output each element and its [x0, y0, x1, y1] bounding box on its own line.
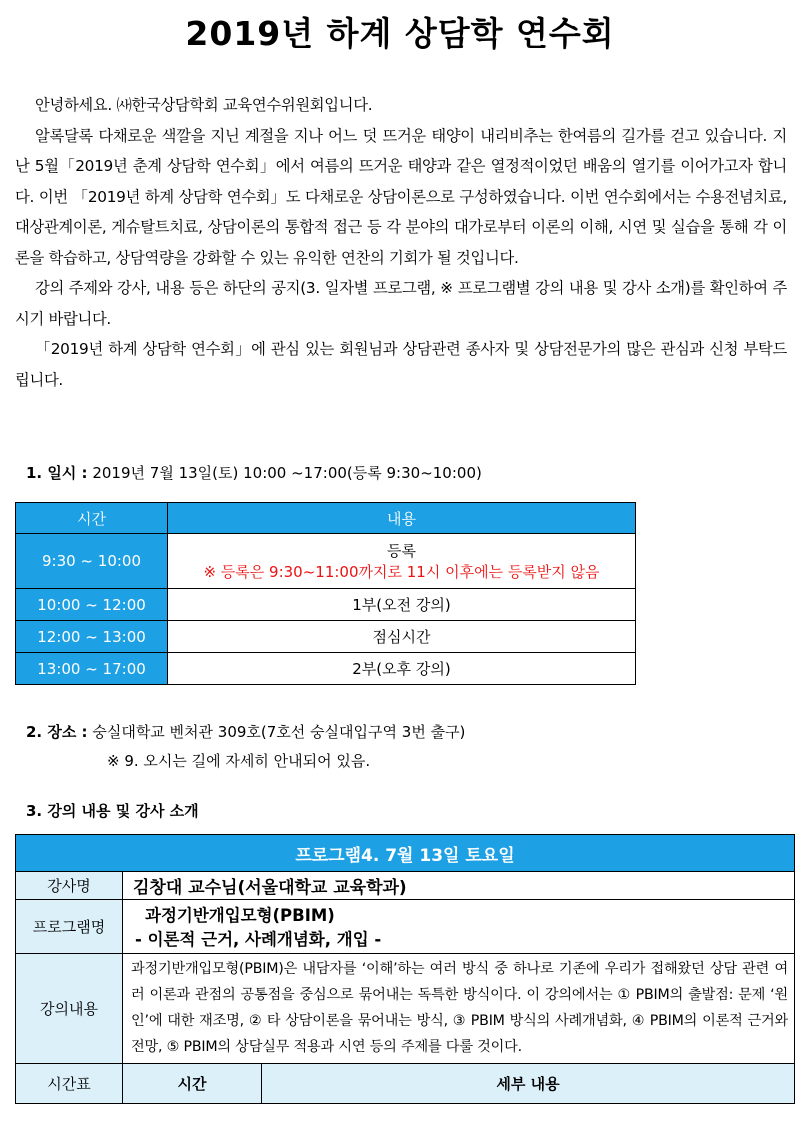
schedule-time: 10:00 ~ 12:00 — [16, 589, 168, 621]
schedule-header-content: 내용 — [168, 503, 636, 534]
program-table — [15, 834, 795, 1104]
schedule-content: 점심시간 — [168, 621, 636, 653]
instructor-label: 강사명 — [16, 872, 123, 900]
program-name-cell — [123, 900, 795, 954]
intro-text — [15, 90, 787, 395]
content-label: 강의내용 — [16, 954, 123, 1064]
intro-greeting: 안녕하세요. ㈔한국상담학회 교육연수위원회입니다. — [35, 96, 373, 114]
section-date-value: 2019년 7월 13일(토) 10:00 ~17:00(등록 9:30~10:00) — [92, 464, 482, 482]
schedule-time: 9:30 ~ 10:00 — [16, 534, 168, 589]
section-location-label: 2. 장소 : — [26, 723, 88, 741]
intro-notice: 강의 주제와 강사, 내용 등은 하단의 공지(3. 일자별 프로그램, ※ 프로그램별 강의 내용 및 강사 소개)를 확인하여 주시기 바랍니다. — [15, 279, 787, 328]
program-subtitle: - 이론적 근거, 사례개념화, 개입 - — [135, 930, 382, 949]
instructor-name: 김창대 교수님(서울대학교 교육학과) — [123, 872, 795, 900]
timetable-time-header: 시간 — [123, 1064, 262, 1104]
table-row — [16, 589, 636, 621]
schedule-content: 1부(오전 강의) — [168, 589, 636, 621]
schedule-content-text: 등록 — [387, 542, 416, 560]
section-date — [26, 462, 482, 483]
page-title: 2019년 하계 상담학 연수회 — [185, 14, 615, 53]
section-lectures — [26, 800, 199, 821]
intro-invitation: 「2019년 하계 상담학 연수회」에 관심 있는 회원님과 상담관련 종사자 및 상담전문가의 많은 관심과 신청 부탁드립니다. — [15, 340, 787, 389]
schedule-time: 12:00 ~ 13:00 — [16, 621, 168, 653]
table-row — [16, 534, 636, 589]
table-row — [16, 653, 636, 685]
schedule-header-time: 시간 — [16, 503, 168, 534]
schedule-content — [168, 534, 636, 589]
schedule-time: 13:00 ~ 17:00 — [16, 653, 168, 685]
location-note: ※ 9. 오시는 길에 자세히 안내되어 있음. — [107, 752, 371, 770]
section-date-label: 1. 일시 : — [26, 464, 88, 482]
table-row — [16, 621, 636, 653]
section-location — [26, 721, 465, 742]
program-header: 프로그램4. 7월 13일 토요일 — [16, 835, 795, 872]
registration-warning: ※ 등록은 9:30~11:00까지로 11시 이후에는 등록받지 않음 — [203, 563, 600, 581]
timetable-detail-header: 세부 내용 — [262, 1064, 795, 1104]
lecture-description: 과정기반개입모형(PBIM)은 내담자를 ‘이해’하는 여러 방식 중 하나로 기존에 우리가 접해왔던 상담 관련 여러 이론과 관점의 공통점을 중심으로 묶어내는 독특한 방식이다. 이 강의에서는 ① PBIM의 출발점: 문제 ‘원인’에 대한 재조명, ② 타 상담이론을 묶어내는 방식, ③ PBIM 방식의 사례개념화, ④ PBIM의 이론적 근거와 전망, ⑤ PBIM의 상담실무 적용과 시연 등의 주제를 다룰 것이다. — [123, 954, 795, 1064]
schedule-content: 2부(오후 강의) — [168, 653, 636, 685]
schedule-table — [15, 502, 636, 685]
section-lectures-label: 3. 강의 내용 및 강사 소개 — [26, 802, 199, 820]
intro-paragraph: 알록달록 다채로운 색깔을 지닌 계절을 지나 어느 덧 뜨거운 태양이 내리비추는 한여름의 길가를 걷고 있습니다. 지난 5월「2019년 춘계 상담학 연수회」에서 여름의 뜨거운 태양과 같은 열정적이었던 배움의 열기를 이어가고자 합니다. 이번 「2019년 하계 상담학 연수회」도 다채로운 상담이론으로 구성하였습니다. 이번 연수회에서는 수용전념치료, 대상관계이론, 게슈탈트치료, 상담이론의 통합적 접근 등 각 분야의 대가로부터 이론의 이해, 시연 및 실습을 통해 각 이론을 학습하고, 상담역량을 강화할 수 있는 유익한 연찬의 기회가 될 것입니다. — [15, 126, 787, 267]
program-name-label: 프로그램명 — [16, 900, 123, 954]
section-location-value: 숭실대학교 벤처관 309호(7호선 숭실대입구역 3번 출구) — [92, 723, 466, 741]
timetable-label: 시간표 — [16, 1064, 123, 1104]
program-name: 과정기반개입모형(PBIM) — [145, 906, 335, 925]
